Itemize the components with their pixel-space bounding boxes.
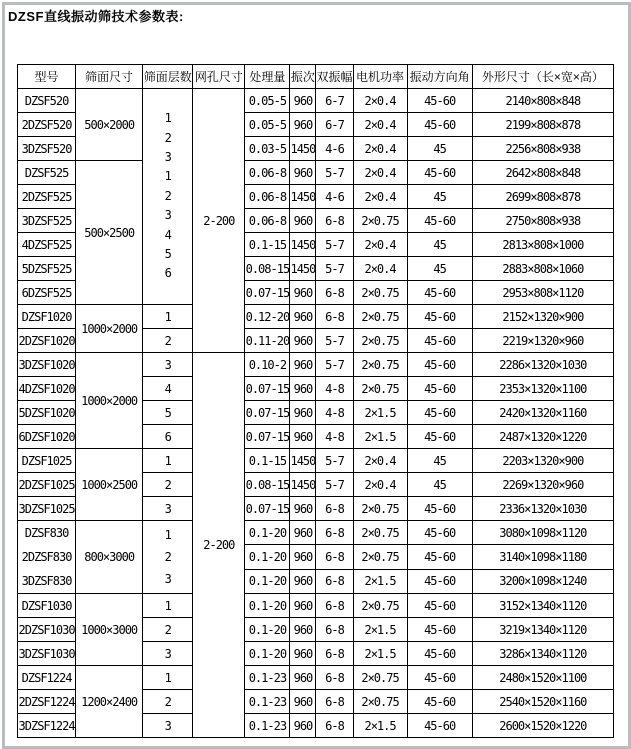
table-cell: 45-60: [407, 521, 472, 545]
table-cell: 960: [290, 89, 316, 113]
table-cell: 960: [290, 329, 316, 353]
table-cell: 0.07-15: [245, 401, 290, 425]
table-cell: 0.1-15: [245, 449, 290, 473]
table-cell: 2×0.4: [353, 449, 407, 473]
table-cell: 2152×1320×900: [472, 305, 613, 329]
table-cell: 5DZSF1020: [18, 401, 76, 425]
table-cell: 2: [143, 329, 193, 353]
table-cell: 2256×808×938: [472, 137, 613, 161]
column-header-9: 外形尺寸（长×宽×高）: [472, 65, 613, 89]
table-cell: 1450: [290, 137, 316, 161]
table-cell: 4: [143, 377, 193, 401]
table-cell: DZSF520: [18, 89, 76, 113]
table-cell: 3219×1340×1120: [472, 618, 613, 642]
table-cell: 0.06-8: [245, 161, 290, 185]
table-cell: 6DZSF525: [18, 281, 76, 305]
table-cell: 0.07-15: [245, 497, 290, 521]
table-cell: 2×0.4: [353, 473, 407, 497]
table-cell: 2540×1520×1160: [472, 690, 613, 714]
table-cell: 0.06-8: [245, 185, 290, 209]
table-cell: 960: [290, 161, 316, 185]
table-cell: 2487×1320×1220: [472, 425, 613, 449]
table-cell: 45: [407, 473, 472, 497]
column-header-0: 型号: [18, 65, 76, 89]
table-cell: 2×0.75: [353, 545, 407, 569]
header-row: [18, 65, 614, 89]
table-cell: 2699×808×878: [472, 185, 613, 209]
column-header-1: 筛面尺寸: [76, 65, 143, 89]
table-cell: 0.1-20: [245, 569, 290, 593]
table-cell: 45-60: [407, 209, 472, 233]
table-cell: DZSF1224: [18, 666, 76, 690]
table-cell: 4-8: [316, 377, 353, 401]
table-cell: 4-6: [316, 185, 353, 209]
table-cell: 960: [290, 545, 316, 569]
table-cell: 45-60: [407, 690, 472, 714]
table-cell: 2DZSF1030: [18, 618, 76, 642]
table-cell: 3DZSF1020: [18, 353, 76, 377]
table-cell: 3140×1098×1180: [472, 545, 613, 569]
table-cell: 45-60: [407, 161, 472, 185]
table-cell: 2199×808×878: [472, 113, 613, 137]
table-cell: 3: [143, 353, 193, 377]
table-cell: 0.06-8: [245, 209, 290, 233]
table-cell: 2420×1320×1160: [472, 401, 613, 425]
table-cell: 3: [143, 497, 193, 521]
table-cell: 960: [290, 425, 316, 449]
page-title: DZSF直线振动筛技术参数表:: [8, 9, 184, 24]
table-cell: 3DZSF1025: [18, 497, 76, 521]
table-cell: 960: [290, 521, 316, 545]
table-cell: 45-60: [407, 401, 472, 425]
table-cell: 2×1.5: [353, 425, 407, 449]
table-cell: 0.10-2: [245, 353, 290, 377]
table-cell: 45-60: [407, 618, 472, 642]
table-row: [18, 594, 614, 618]
table-cell: 5DZSF525: [18, 257, 76, 281]
table-cell: 45: [407, 185, 472, 209]
table-cell: 960: [290, 690, 316, 714]
table-cell: 2×0.75: [353, 497, 407, 521]
table-row: [18, 521, 614, 545]
table-cell: 0.1-20: [245, 521, 290, 545]
table-cell: 45-60: [407, 714, 472, 738]
table-cell: 5-7: [316, 257, 353, 281]
table-cell: 1000×2000: [76, 353, 143, 449]
table-cell: 2480×1520×1100: [472, 666, 613, 690]
table-cell: 45-60: [407, 89, 472, 113]
table-cell: 4-8: [316, 425, 353, 449]
table-cell: 6-8: [316, 594, 353, 618]
table-cell: 0.1-20: [245, 594, 290, 618]
table-row: [18, 305, 614, 329]
table-row: [18, 449, 614, 473]
table-cell: 2×1.5: [353, 618, 407, 642]
table-cell: 2DZSF1224: [18, 690, 76, 714]
table-cell: 800×3000: [76, 521, 143, 594]
table-cell: 0.1-15: [245, 233, 290, 257]
table-cell: 0.05-5: [245, 113, 290, 137]
table-cell: 0.1-23: [245, 714, 290, 738]
table-cell: 6-7: [316, 89, 353, 113]
table-cell: 2×0.75: [353, 329, 407, 353]
table-cell: 960: [290, 281, 316, 305]
table-cell: 2: [143, 690, 193, 714]
table-cell: 5-7: [316, 233, 353, 257]
table-cell: 45: [407, 257, 472, 281]
table-cell: 3DZSF1224: [18, 714, 76, 738]
column-header-7: 电机功率: [353, 65, 407, 89]
table-cell: 960: [290, 353, 316, 377]
table-cell: 5-7: [316, 449, 353, 473]
table-cell: 2×0.4: [353, 185, 407, 209]
table-cell: 45-60: [407, 545, 472, 569]
table-cell: 2813×808×1000: [472, 233, 613, 257]
table-cell: 960: [290, 594, 316, 618]
specs-table-body: [18, 89, 614, 738]
table-cell: 6-8: [316, 690, 353, 714]
table-cell: 45-60: [407, 281, 472, 305]
table-cell: 2203×1320×900: [472, 449, 613, 473]
table-cell: 6-8: [316, 666, 353, 690]
table-cell: 500×2500: [76, 161, 143, 305]
table-cell: 1450: [290, 257, 316, 281]
table-cell: 0.07-15: [245, 425, 290, 449]
table-cell: 2×0.4: [353, 113, 407, 137]
table-cell: 2×0.75: [353, 666, 407, 690]
table-cell: 45-60: [407, 113, 472, 137]
table-cell: 45: [407, 449, 472, 473]
table-cell: 0.07-15: [245, 377, 290, 401]
table-cell: 1450: [290, 449, 316, 473]
table-cell: 2DZSF1020: [18, 329, 76, 353]
table-cell: 960: [290, 714, 316, 738]
table-cell: 6-8: [316, 642, 353, 666]
table-cell: 2×0.75: [353, 281, 407, 305]
table-cell: 45: [407, 137, 472, 161]
table-cell: 0.1-20: [245, 618, 290, 642]
table-cell: 960: [290, 401, 316, 425]
table-cell: 2×0.75: [353, 377, 407, 401]
table-cell: 1450: [290, 185, 316, 209]
table-cell: 2DZSF520: [18, 113, 76, 137]
table-cell: 45-60: [407, 377, 472, 401]
table-cell: 4DZSF1020: [18, 377, 76, 401]
table-cell: 2×0.75: [353, 690, 407, 714]
table-cell: 500×2000: [76, 89, 143, 161]
table-cell: 1: [143, 594, 193, 618]
table-cell: 2-200: [193, 89, 245, 353]
table-cell: 2-200: [193, 353, 245, 738]
table-cell: 3200×1098×1240: [472, 569, 613, 593]
table-cell: 0.1-20: [245, 642, 290, 666]
table-cell: 1 2 3 1 2 3 4 5 6: [143, 89, 193, 305]
table-cell: 2DZSF525: [18, 185, 76, 209]
table-cell: 0.12-20: [245, 305, 290, 329]
table-cell: 6-8: [316, 281, 353, 305]
table-cell: 3DZSF520: [18, 137, 76, 161]
table-cell: DZSF1020: [18, 305, 76, 329]
table-cell: DZSF1030: [18, 594, 76, 618]
table-cell: 960: [290, 113, 316, 137]
table-cell: 4-6: [316, 137, 353, 161]
table-cell: 960: [290, 377, 316, 401]
table-cell: 960: [290, 642, 316, 666]
table-cell: 2269×1320×960: [472, 473, 613, 497]
table-cell: 45-60: [407, 329, 472, 353]
table-cell: 6-8: [316, 497, 353, 521]
table-cell: 2353×1320×1100: [472, 377, 613, 401]
table-cell: 1450: [290, 473, 316, 497]
table-cell: 2×1.5: [353, 569, 407, 593]
table-cell: 3152×1340×1120: [472, 594, 613, 618]
table-row: [18, 89, 614, 113]
table-cell: 1000×3000: [76, 594, 143, 666]
table-cell: 2219×1320×960: [472, 329, 613, 353]
column-header-2: 筛面层数: [143, 65, 193, 89]
table-cell: 45-60: [407, 569, 472, 593]
table-cell: 3: [143, 714, 193, 738]
table-cell: 3286×1340×1120: [472, 642, 613, 666]
table-cell: 6-8: [316, 545, 353, 569]
table-row: [18, 353, 614, 377]
table-cell: 6-8: [316, 521, 353, 545]
table-cell: DZSF830 2DZSF830 3DZSF830: [18, 521, 76, 594]
table-cell: 2: [143, 618, 193, 642]
table-cell: 1450: [290, 233, 316, 257]
table-cell: 2×0.4: [353, 161, 407, 185]
table-cell: 1 2 3: [143, 521, 193, 594]
table-cell: 0.1-23: [245, 690, 290, 714]
table-cell: 45-60: [407, 353, 472, 377]
table-cell: 960: [290, 569, 316, 593]
table-cell: 6-8: [316, 305, 353, 329]
table-cell: 2×0.75: [353, 305, 407, 329]
table-cell: 1: [143, 666, 193, 690]
table-cell: 5: [143, 401, 193, 425]
table-cell: 45-60: [407, 497, 472, 521]
table-cell: 960: [290, 618, 316, 642]
table-cell: 6: [143, 425, 193, 449]
table-cell: 2×0.4: [353, 89, 407, 113]
table-cell: 1: [143, 449, 193, 473]
table-cell: 6-8: [316, 714, 353, 738]
column-header-8: 振动方向角: [407, 65, 472, 89]
table-cell: 0.1-23: [245, 666, 290, 690]
table-cell: 45-60: [407, 594, 472, 618]
table-cell: 1000×2000: [76, 305, 143, 353]
table-cell: 2286×1320×1030: [472, 353, 613, 377]
table-cell: 45-60: [407, 425, 472, 449]
table-cell: 0.11-20: [245, 329, 290, 353]
table-cell: 2883×808×1060: [472, 257, 613, 281]
table-cell: 2×1.5: [353, 714, 407, 738]
table-cell: 2953×808×1120: [472, 281, 613, 305]
table-cell: 2140×808×848: [472, 89, 613, 113]
table-cell: 3DZSF525: [18, 209, 76, 233]
table-cell: 5-7: [316, 161, 353, 185]
table-row: [18, 161, 614, 185]
column-header-5: 振次: [290, 65, 316, 89]
table-cell: 2×0.75: [353, 209, 407, 233]
table-cell: 2×0.4: [353, 257, 407, 281]
table-cell: 0.05-5: [245, 89, 290, 113]
table-cell: 2×1.5: [353, 401, 407, 425]
table-cell: 960: [290, 209, 316, 233]
column-header-3: 网孔尺寸: [193, 65, 245, 89]
table-cell: 2×0.4: [353, 233, 407, 257]
table-cell: 1: [143, 305, 193, 329]
table-cell: 960: [290, 305, 316, 329]
table-cell: 2×0.75: [353, 521, 407, 545]
table-cell: 1200×2400: [76, 666, 143, 738]
table-cell: 1000×2500: [76, 449, 143, 521]
table-cell: 6-8: [316, 209, 353, 233]
table-cell: 2×1.5: [353, 642, 407, 666]
table-cell: 3080×1098×1120: [472, 521, 613, 545]
table-cell: 2DZSF1025: [18, 473, 76, 497]
table-cell: 0.03-5: [245, 137, 290, 161]
table-cell: 6DZSF1020: [18, 425, 76, 449]
table-cell: 960: [290, 666, 316, 690]
table-cell: 2×0.75: [353, 353, 407, 377]
table-cell: DZSF1025: [18, 449, 76, 473]
table-cell: 6-8: [316, 569, 353, 593]
table-cell: 0.07-15: [245, 281, 290, 305]
table-cell: 4-8: [316, 401, 353, 425]
table-cell: DZSF525: [18, 161, 76, 185]
column-header-4: 处理量: [245, 65, 290, 89]
table-cell: 0.08-15: [245, 473, 290, 497]
table-cell: 6-8: [316, 618, 353, 642]
table-cell: 2×0.4: [353, 137, 407, 161]
table-cell: 2600×1520×1220: [472, 714, 613, 738]
table-cell: 5-7: [316, 329, 353, 353]
table-cell: 45: [407, 233, 472, 257]
table-cell: 2×0.75: [353, 594, 407, 618]
table-cell: 45-60: [407, 666, 472, 690]
specs-table: [17, 64, 614, 738]
column-header-6: 双振幅: [316, 65, 353, 89]
table-cell: 2336×1320×1030: [472, 497, 613, 521]
table-cell: 45-60: [407, 642, 472, 666]
table-cell: 5-7: [316, 353, 353, 377]
table-cell: 2750×808×938: [472, 209, 613, 233]
table-cell: 5-7: [316, 473, 353, 497]
table-cell: 2: [143, 473, 193, 497]
table-cell: 2642×808×848: [472, 161, 613, 185]
table-cell: 45-60: [407, 305, 472, 329]
table-cell: 0.1-20: [245, 545, 290, 569]
table-cell: 3: [143, 642, 193, 666]
table-cell: 0.08-15: [245, 257, 290, 281]
table-cell: 3DZSF1030: [18, 642, 76, 666]
table-cell: 960: [290, 497, 316, 521]
table-row: [18, 666, 614, 690]
table-cell: 4DZSF525: [18, 233, 76, 257]
table-cell: 6-7: [316, 113, 353, 137]
